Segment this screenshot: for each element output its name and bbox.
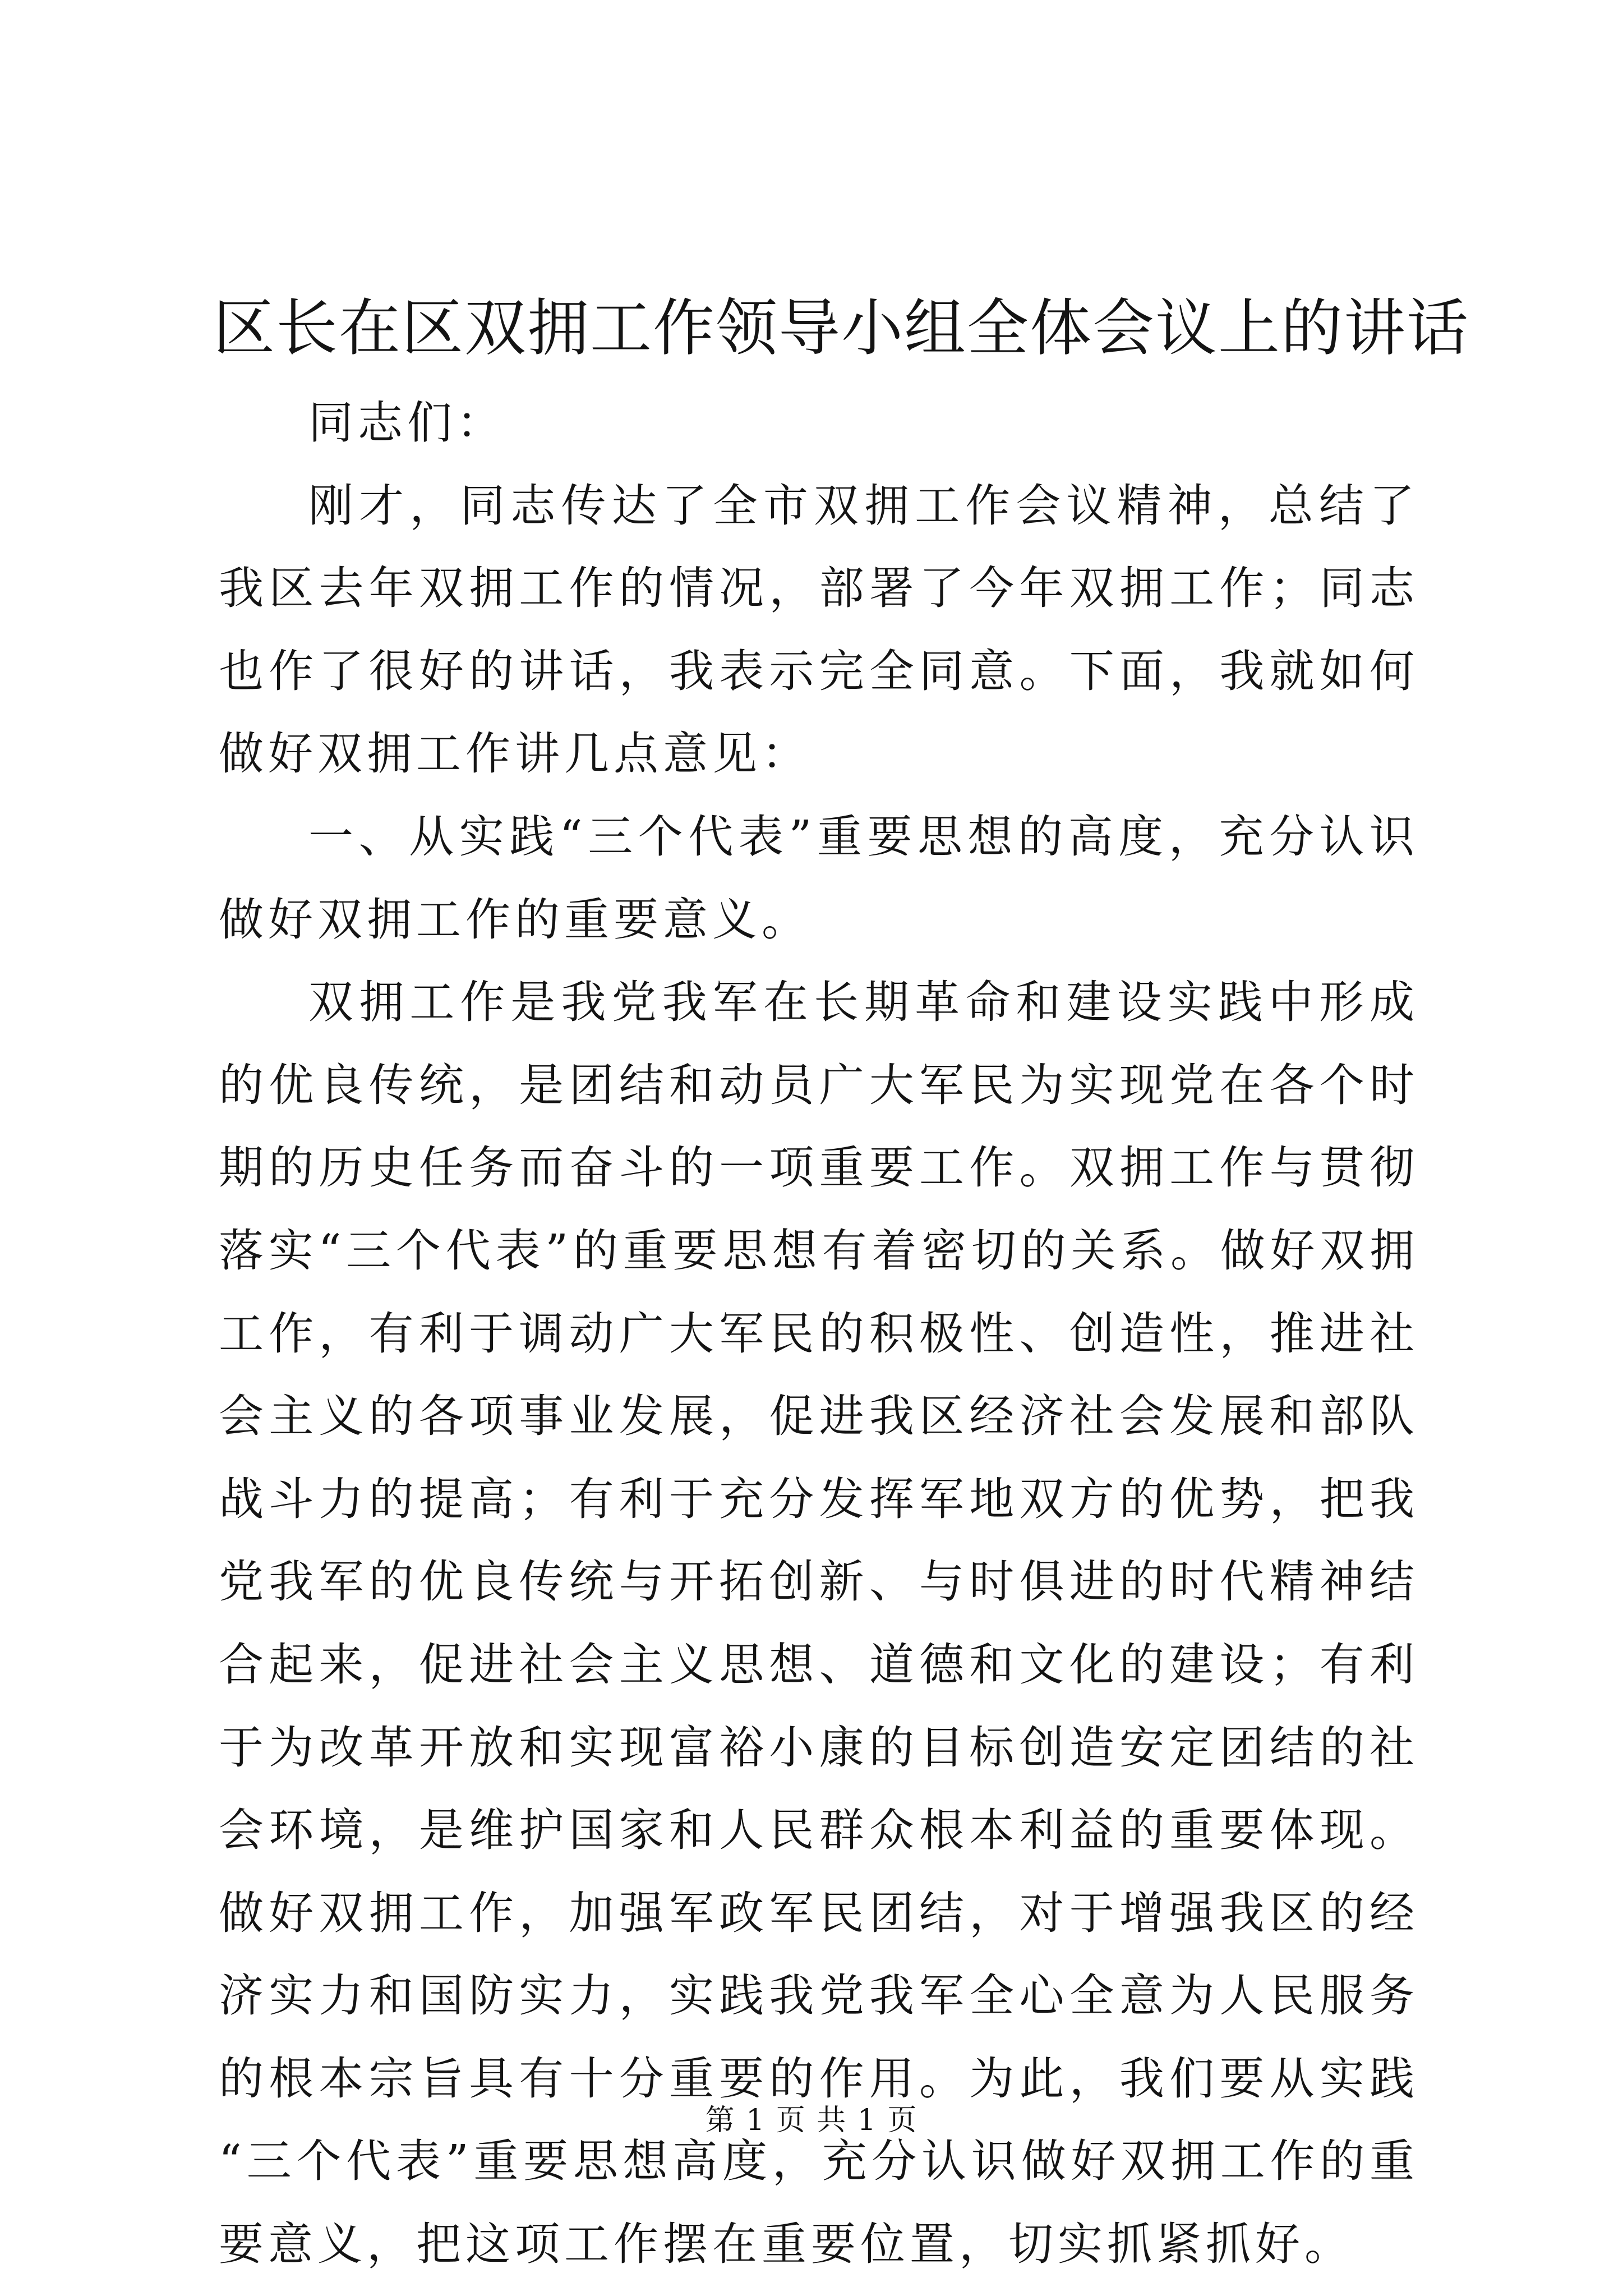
intro-paragraph: 刚才，同志传达了全市双拥工作会议精神，总结了我区去年双拥工作的情况，部署了今年双拥工作；同志也作了很好的讲话，我表示完全同意。下面，我就如何做好双拥工作讲几点意见： — [219, 479, 1419, 780]
document-body — [219, 381, 1419, 2286]
document-title: 区长在区双拥工作领导小组全体会议上的讲话 — [213, 292, 1469, 364]
section-heading-paragraph: 一、从实践“三个代表”重要思想的高度，充分认识做好双拥工作的重要意义。 — [219, 810, 1419, 946]
greeting-paragraph: 同志们： — [308, 397, 506, 449]
body-paragraph: 双拥工作是我党我军在长期革命和建设实践中形成的优良传统，是团结和动员广大军民为实现党在各个时期的历史任务而奋斗的一项重要工作。双拥工作与贯彻落实“三个代表”的重要思想有着密切的关系。做好双拥工作，有利于调动广大军民的积极性、创造性，推进社会主义的各项事业发展，促进我区经济社会发展和部队战斗力的提高；有利于充分发挥军地双方的优势，把我党我军的优良传统与开拓创新、与时俱进的时代精神结合起来，促进社会主义思想、道德和文化的建设；有利于为改革开放和实现富裕小康的目标创造安定团结的社会环境，是维护国家和人民群众根本利益的重要体现。做好双拥工作，加强军政军民团结，对于增强我区的经济实力和国防实力，实践我党我军全心全意为人民服务的根本宗旨具有十分重要的作用。为此，我们要从实践“三个代表”重要思想高度，充分认识做好双拥工作的重要意义，把这项工作摆在重要位置，切实抓紧抓好。 — [219, 976, 1419, 2271]
page-number-footer: 第 1 页 共 1 页 — [705, 2104, 918, 2137]
